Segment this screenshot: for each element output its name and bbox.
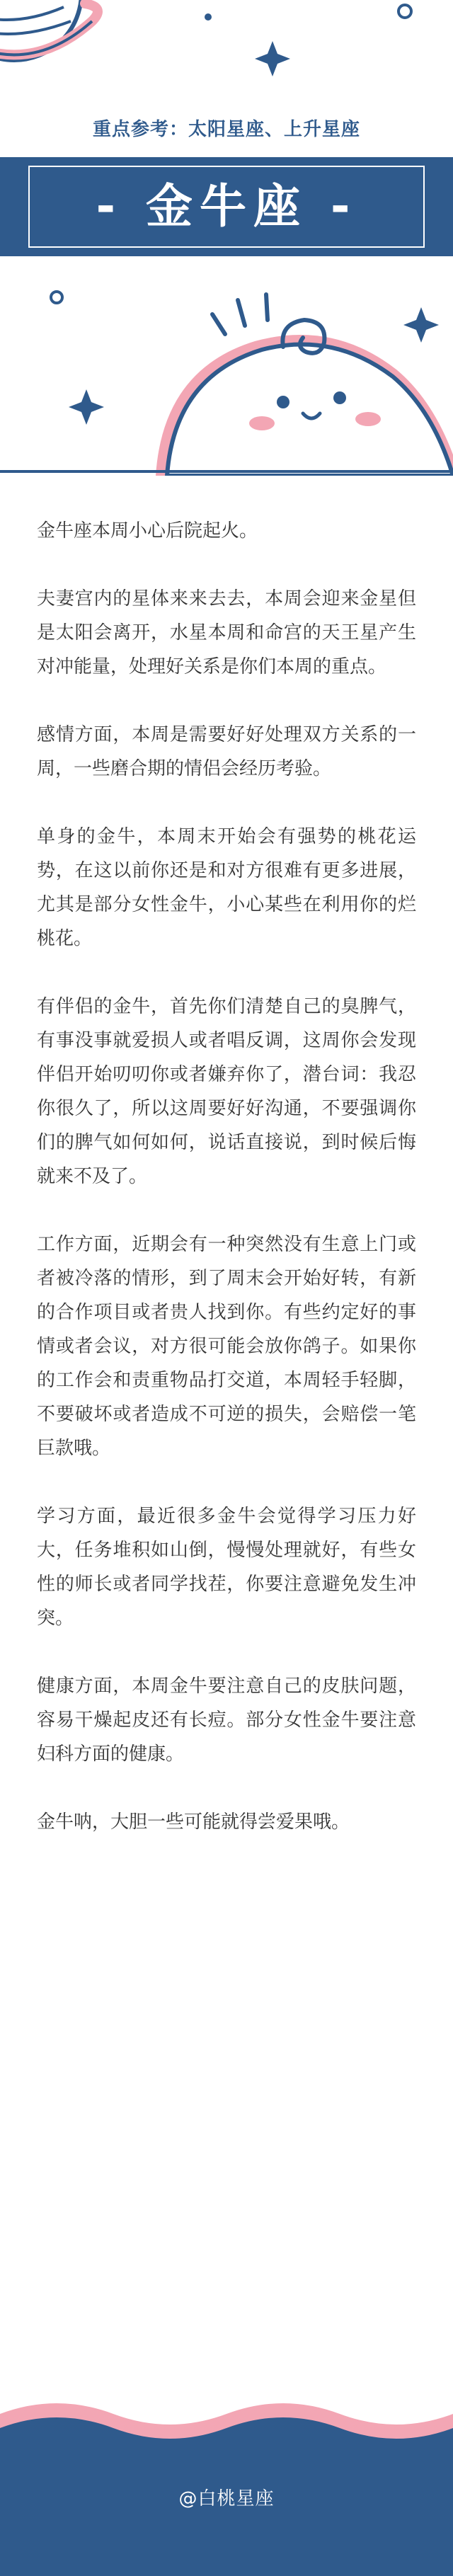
sparkle-star-icon [255,41,290,76]
dot-icon [205,13,212,21]
footer-credit: @白桃星座 [178,2488,275,2509]
dot-icon [398,5,411,18]
paragraph: 金牛呐，大胆一些可能就得尝爱果哦。 [37,1811,350,1833]
paragraph: 学习方面，最近很多金牛会觉得学习压力好大，任务堆积如山倒，慢慢处理就好，有些女性的师长或者同学找茬，你要注意避免发生冲突。 [37,1506,416,1629]
horoscope-content [37,514,416,1873]
ringed-planet-icon [0,0,98,60]
paragraph: 工作方面，近期会有一种突然没有生意上门或者被冷落的情形，到了周末会开始好转，有新的合作项目或者贵人找到你。有些约定好的事情或者会议，对方很可能会放你鸽子。如果你的工作会和责重物品打交道，本周轻手轻脚，不要破坏或者造成不可逆的损失，会赔偿一笔巨款哦。 [37,1234,416,1459]
sparkle-star-icon [69,389,104,425]
paragraph: 健康方面，本周金牛要注意自己的皮肤问题，容易干燥起皮还有长痘。部分女性金牛要注意妇科方面的健康。 [37,1676,416,1765]
mascot-decoration [0,263,453,476]
paragraph: 夫妻宫内的星体来来去去，本周会迎来金星但是太阳会离开，水星本周和命宫的天王星产生对冲能量，处理好关系是你们本周的重点。 [37,588,416,677]
dot-icon [51,292,62,303]
paragraph: 感情方面，本周是需要好好处理双方关系的一周，一些磨合期的情侣会经历考验。 [37,724,416,779]
footer-wave [0,2386,453,2576]
smiling-cloud-mascot [156,294,453,476]
paragraph: 单身的金牛，本周末开始会有强势的桃花运势，在这以前你还是和对方很难有更多进展，尤其是部分女性金牛，小心某些在利用你的烂桃花。 [37,826,416,949]
reference-line: 重点参考：太阳星座、上升星座 [92,119,360,140]
paragraph: 金牛座本周小心后院起火。 [37,520,258,542]
sparkle-star-icon [403,307,439,343]
header-divider [0,470,453,473]
header-decoration [0,0,453,113]
paragraph: 有伴侣的金牛，首先你们清楚自己的臭脾气，有事没事就爱损人或者唱反调，这周你会发现伴侣开始叨叨你或者嫌弃你了，潜台词：我忍你很久了，所以这周要好好沟通，不要强调你们的脾气如何如何，说话直接说，到时候后悔就来不及了。 [37,996,416,1187]
page-title: - 金牛座 - [96,179,357,234]
title-band [0,157,453,256]
